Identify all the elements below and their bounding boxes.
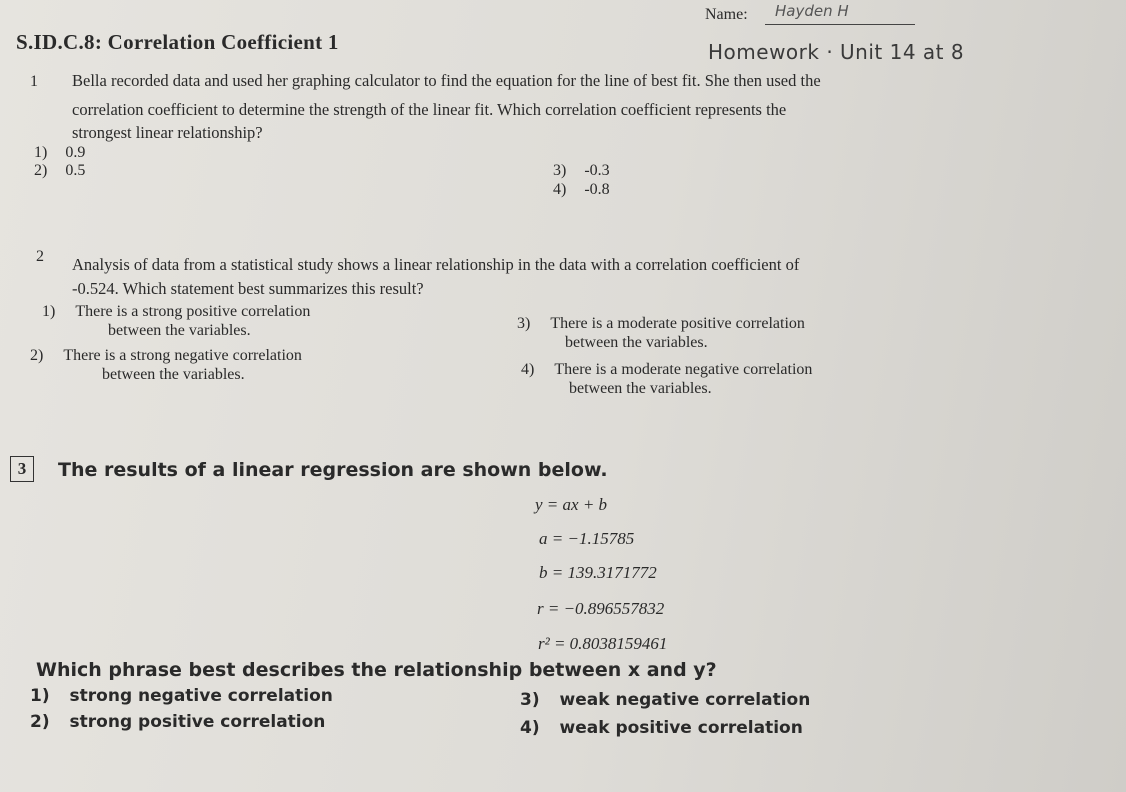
q1-option-3-text: -0.3 (584, 162, 610, 179)
question-1-number: 1 (30, 73, 38, 90)
page-title: S.ID.C.8: Correlation Coefficient 1 (16, 30, 339, 54)
q2-option-2-line2: between the variables. (102, 366, 245, 383)
question-3-number-box: 3 (10, 456, 34, 482)
q1-option-2-text: 0.5 (65, 162, 86, 179)
q2-option-4[interactable] (521, 360, 812, 398)
q3-option-1-num: 1) (30, 686, 50, 706)
q3-option-4-num: 4) (520, 718, 540, 738)
q1-option-2-num: 2) (34, 162, 48, 179)
q1-option-3[interactable] (553, 161, 610, 180)
q3-option-3-text: weak negative correlation (559, 690, 811, 710)
question-2-number: 2 (36, 248, 44, 265)
q3-option-2-text: strong positive correlation (69, 712, 326, 732)
equation-r-squared: r² = 0.8038159461 (538, 634, 668, 653)
q2-option-4-num: 4) (521, 361, 535, 378)
q3-option-3[interactable] (520, 690, 810, 710)
equation-form: y = ax + b (535, 495, 608, 514)
q3-option-1-text: strong negative correlation (69, 686, 333, 706)
q1-option-3-num: 3) (553, 162, 567, 179)
q1-option-1-text: 0.9 (65, 144, 86, 161)
q2-option-1[interactable] (42, 302, 310, 340)
q2-option-4-line2: between the variables. (569, 380, 712, 397)
q3-option-2[interactable] (30, 712, 325, 732)
q1-option-1-num: 1) (34, 144, 48, 161)
q2-option-3-line2: between the variables. (565, 334, 708, 351)
equation-a: a = −1.15785 (539, 529, 635, 548)
q2-option-2[interactable] (30, 346, 302, 384)
question-2-text-line-2: -0.524. Which statement best summarizes this result? (72, 279, 424, 298)
q2-option-2-num: 2) (30, 347, 44, 364)
question-1-text-line-3: strongest linear relationship? (72, 123, 263, 142)
q2-option-1-line1: There is a strong positive correlation (75, 303, 311, 320)
name-value: Hayden H (775, 2, 849, 20)
q2-option-2-line1: There is a strong negative correlation (63, 347, 302, 364)
q3-option-4-text: weak positive correlation (559, 718, 803, 738)
question-1-text-line-1: Bella recorded data and used her graphing calculator to find the equation for the line of best fit. She then used the (72, 71, 821, 90)
q2-option-3-line1: There is a moderate positive correlation (550, 315, 805, 332)
name-line (765, 24, 915, 25)
equation-r: r = −0.896557832 (537, 599, 665, 618)
q2-option-4-line1: There is a moderate negative correlation (554, 361, 813, 378)
q2-option-1-num: 1) (42, 303, 56, 320)
q1-option-4-text: -0.8 (584, 181, 610, 198)
q1-option-4-num: 4) (553, 181, 567, 198)
q1-option-4[interactable] (553, 180, 610, 199)
q3-option-3-num: 3) (520, 690, 540, 710)
question-2-text-line-1: Analysis of data from a statistical study shows a linear relationship in the data with a correlation coefficient of (72, 255, 800, 274)
q1-option-1[interactable] (34, 143, 85, 162)
question-1-text-line-2: correlation coefficient to determine the strength of the linear fit. Which correlation coefficient represents the (72, 100, 787, 119)
q2-option-3[interactable] (517, 314, 805, 352)
equation-b: b = 139.3171772 (539, 563, 657, 582)
q3-option-1[interactable] (30, 686, 333, 706)
q2-option-1-line2: between the variables. (108, 322, 251, 339)
name-label: Name: (705, 6, 748, 23)
question-3-prompt: Which phrase best describes the relationship between x and y? (36, 659, 717, 681)
homework-label: Homework · Unit 14 at 8 (708, 40, 965, 64)
q1-option-2[interactable] (34, 161, 85, 180)
q3-option-2-num: 2) (30, 712, 50, 732)
q3-option-4[interactable] (520, 718, 803, 738)
q2-option-3-num: 3) (517, 315, 531, 332)
question-3-text: The results of a linear regression are shown below. (58, 459, 608, 481)
